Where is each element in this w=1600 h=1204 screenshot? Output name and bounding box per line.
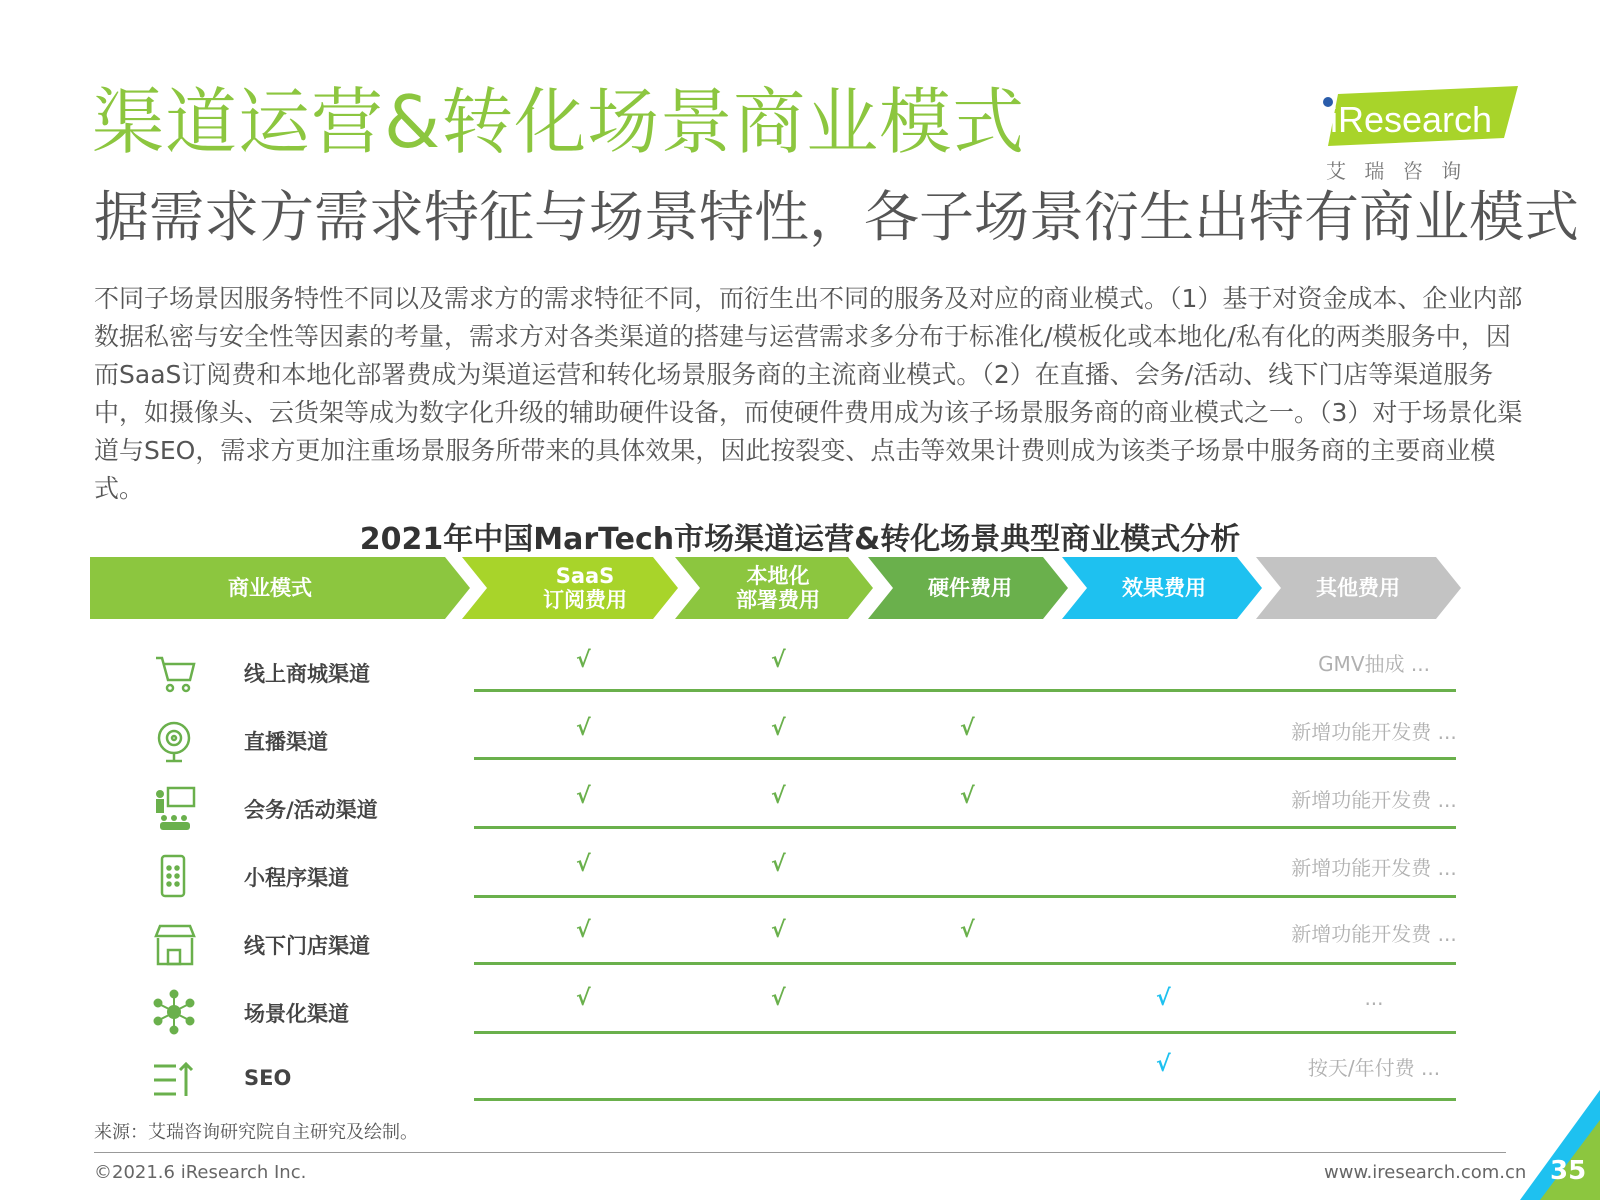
row-label: SEO [244, 1066, 292, 1090]
check-mark: √ [576, 852, 591, 877]
check-mark: √ [771, 986, 786, 1011]
source-note: 来源：艾瑞咨询研究院自主研究及绘制。 [94, 1122, 418, 1143]
row-divider [474, 1098, 1456, 1101]
check-mark: √ [771, 918, 786, 943]
row-divider [474, 895, 1456, 898]
copyright: ©2021.6 iResearch Inc. [94, 1162, 307, 1183]
header-label-hardware: 硬件费用 [928, 576, 1012, 600]
check-mark: √ [576, 986, 591, 1011]
webcam-icon [150, 716, 200, 766]
check-mark: √ [771, 648, 786, 673]
logo-cn-text: 艾 瑞 咨 询 [1326, 159, 1468, 183]
row-divider [474, 689, 1456, 692]
store-icon [150, 920, 200, 970]
footer-divider [94, 1152, 1506, 1153]
seo-icon [150, 1056, 200, 1106]
row-label: 线下门店渠道 [244, 934, 370, 958]
other-fee-value: 新增功能开发费 ... [1291, 856, 1457, 880]
header-label-saas [485, 564, 685, 612]
presentation-icon [150, 784, 200, 834]
shopping-cart-icon [150, 648, 200, 698]
other-fee-value: 新增功能开发费 ... [1291, 720, 1457, 744]
logo-brand-text: iResearch [1330, 99, 1493, 140]
table-title: 2021年中国MarTech市场渠道运营&转化场景典型商业模式分析 [359, 522, 1241, 557]
row-label: 线上商城渠道 [244, 662, 370, 686]
check-mark: √ [960, 918, 975, 943]
header-label-other: 其他费用 [1316, 576, 1400, 600]
row-label: 直播渠道 [244, 730, 328, 754]
check-mark: √ [771, 852, 786, 877]
page-subtitle: 据需求方需求特征与场景特性，各子场景衍生出特有商业模式 [94, 185, 1580, 249]
phone-icon [150, 852, 200, 902]
row-divider [474, 962, 1456, 965]
other-fee-value: ... [1364, 986, 1384, 1010]
page-title: 渠道运营&转化场景商业模式 [92, 80, 1026, 164]
header-label-effect: 效果费用 [1122, 576, 1206, 600]
row-label: 场景化渠道 [244, 1002, 349, 1026]
table-header [0, 555, 1600, 621]
row-divider [474, 1031, 1456, 1034]
website: www.iresearch.com.cn [1324, 1162, 1527, 1183]
check-mark: √ [576, 648, 591, 673]
check-mark: √ [960, 784, 975, 809]
row-label: 会务/活动渠道 [244, 798, 378, 822]
check-mark: √ [576, 784, 591, 809]
header-label-business-model: 商业模式 [228, 576, 312, 600]
check-mark: √ [960, 716, 975, 741]
check-mark: √ [576, 918, 591, 943]
header-label-local-line1: 本地化 [746, 564, 810, 588]
check-mark: √ [771, 716, 786, 741]
body-paragraph: 不同子场景因服务特性不同以及需求方的需求特征不同，而衍生出不同的服务及对应的商业模式。（1）基于对资金成本、企业内部数据私密与安全性等因素的考量，需求方对各类渠道的搭建与运营需求多分布于标准化/模板化或本地化/私有化的两类服务中，因而SaaS订阅费和本地化部署费成为渠道运营和转化场景服务商的主流商业模式。（2）在直播、会务/活动、线下门店等渠道服务中，如摄像头、云货架等成为数字化升级的辅助硬件设备，而使硬件费用成为该子场景服务商的商业模式之一。（3）对于场景化渠道与SEO，需求方更加注重场景服务所带来的具体效果，因此按裂变、点击等效果计费则成为该类子场景中服务商的主要商业模式。 [94, 284, 1523, 503]
other-fee-value: 新增功能开发费 ... [1291, 922, 1457, 946]
iresearch-logo [1320, 86, 1520, 186]
check-mark: √ [771, 784, 786, 809]
other-fee-value: 按天/年付费 ... [1307, 1056, 1441, 1080]
header-label-local [678, 564, 878, 612]
header-label-local-line2: 部署费用 [736, 588, 820, 612]
check-mark: √ [576, 716, 591, 741]
other-fee-value: 新增功能开发费 ... [1291, 788, 1457, 812]
row-divider [474, 826, 1456, 829]
row-divider [474, 757, 1456, 760]
header-label-saas-line2: 订阅费用 [543, 588, 627, 612]
other-fee-value: GMV抽成 ... [1318, 652, 1430, 676]
network-icon [150, 988, 200, 1038]
check-mark: √ [1156, 986, 1171, 1011]
page-number: 35 [1550, 1156, 1587, 1186]
check-mark: √ [1156, 1052, 1171, 1077]
row-label: 小程序渠道 [244, 866, 349, 890]
header-label-saas-line1: SaaS [555, 564, 615, 588]
